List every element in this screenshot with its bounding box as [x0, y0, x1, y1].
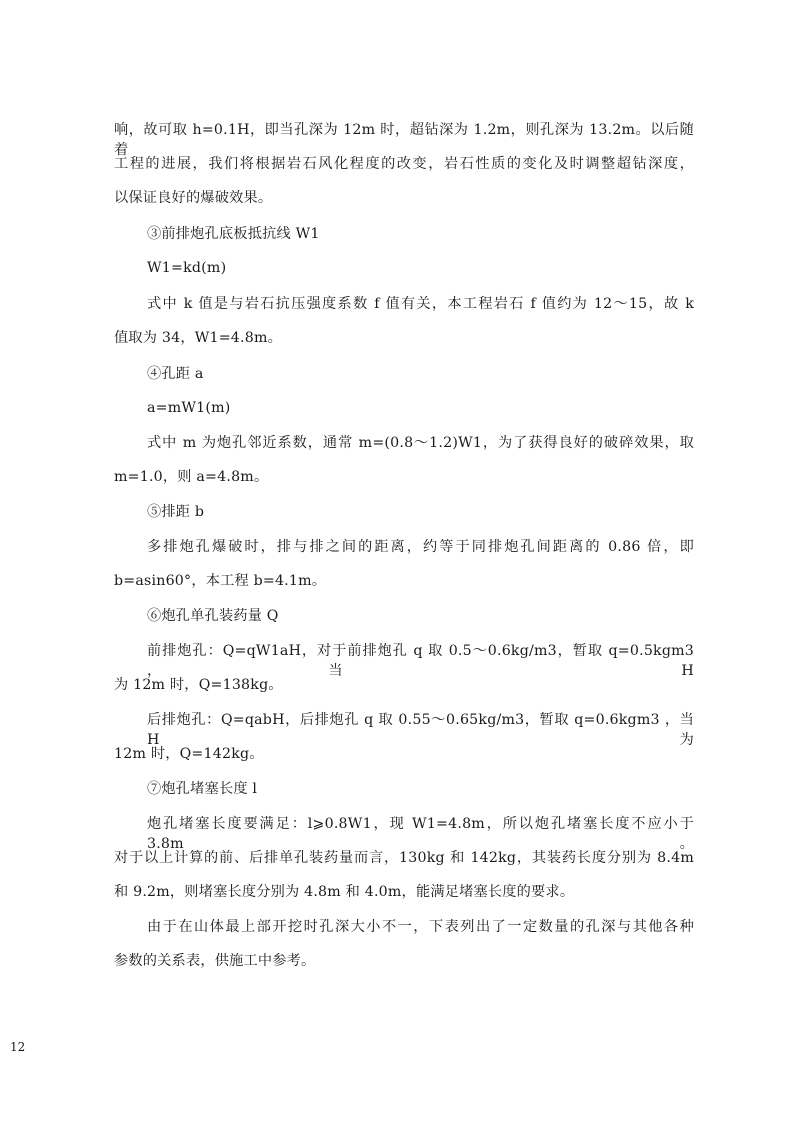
section-heading: ⑥炮孔单孔装药量 Q: [147, 608, 279, 624]
section-heading: ⑦炮孔堵塞长度 l: [147, 781, 258, 797]
text-line: 响，故可取 h=0.1H，即当孔深为 12m 时，超钻深为 1.2m，则孔深为 13.2m。以后随着: [114, 122, 694, 158]
text-line: 和 9.2m，则堵塞长度分别为 4.8m 和 4.0m，能满足堵塞长度的要求。: [114, 884, 575, 900]
text-line: 对于以上计算的前、后排单孔装药量而言，130kg 和 142kg，其装药长度分别为 8.4m: [114, 850, 694, 866]
text-line: m=1.0，则 a=4.8m。: [114, 469, 269, 485]
section-heading: ③前排炮孔底板抵抗线 W1: [147, 226, 320, 242]
text-line: 12m 时，Q=142kg。: [114, 746, 264, 762]
text-line: 式中 k 值是与岩石抗压强度系数 f 值有关，本工程岩石 f 值约为 12～15，故 k: [147, 296, 694, 312]
text-line: 工程的进展，我们将根据岩石风化程度的改变，岩石性质的变化及时调整超钻深度，: [114, 156, 694, 172]
section-heading: ④孔距 a: [147, 366, 204, 382]
text-line: b=asin60°，本工程 b=4.1m。: [114, 573, 327, 589]
section-heading: ⑤排距 b: [147, 504, 205, 520]
formula: a=mW1(m): [147, 400, 231, 416]
page-number: 12: [10, 1040, 26, 1054]
text-line: 为 12m 时，Q=138kg。: [114, 677, 283, 693]
text-line: 式中 m 为炮孔邻近系数，通常 m=(0.8～1.2)W1，为了获得良好的破碎效果，取: [147, 435, 694, 451]
text-line: 由于在山体最上部开挖时孔深大小不一，下表列出了一定数量的孔深与其他各种: [147, 919, 694, 935]
text-line: 后排炮孔：Q=qabH，后排炮孔 q 取 0.55～0.65kg/m3，暂取 q=0.6kgm3 ，当 H 为: [147, 712, 694, 748]
formula: W1=kd(m): [147, 260, 227, 276]
text-line: 多排炮孔爆破时，排与排之间的距离，约等于同排炮孔间距离的 0.86 倍，即: [147, 539, 694, 555]
text-line: 前排炮孔：Q=qW1aH，对于前排炮孔 q 取 0.5～0.6kg/m3，暂取 q=0.5kgm3 ，当 H: [147, 643, 694, 679]
text-line: 炮孔堵塞长度要满足：l⩾0.8W1，现 W1=4.8m，所以炮孔堵塞长度不应小于 3.8m。: [147, 816, 694, 852]
text-line: 以保证良好的爆破效果。: [114, 190, 273, 206]
text-line: 参数的关系表，供施工中参考。: [114, 953, 316, 969]
text-line: 值取为 34，W1=4.8m。: [114, 330, 283, 346]
